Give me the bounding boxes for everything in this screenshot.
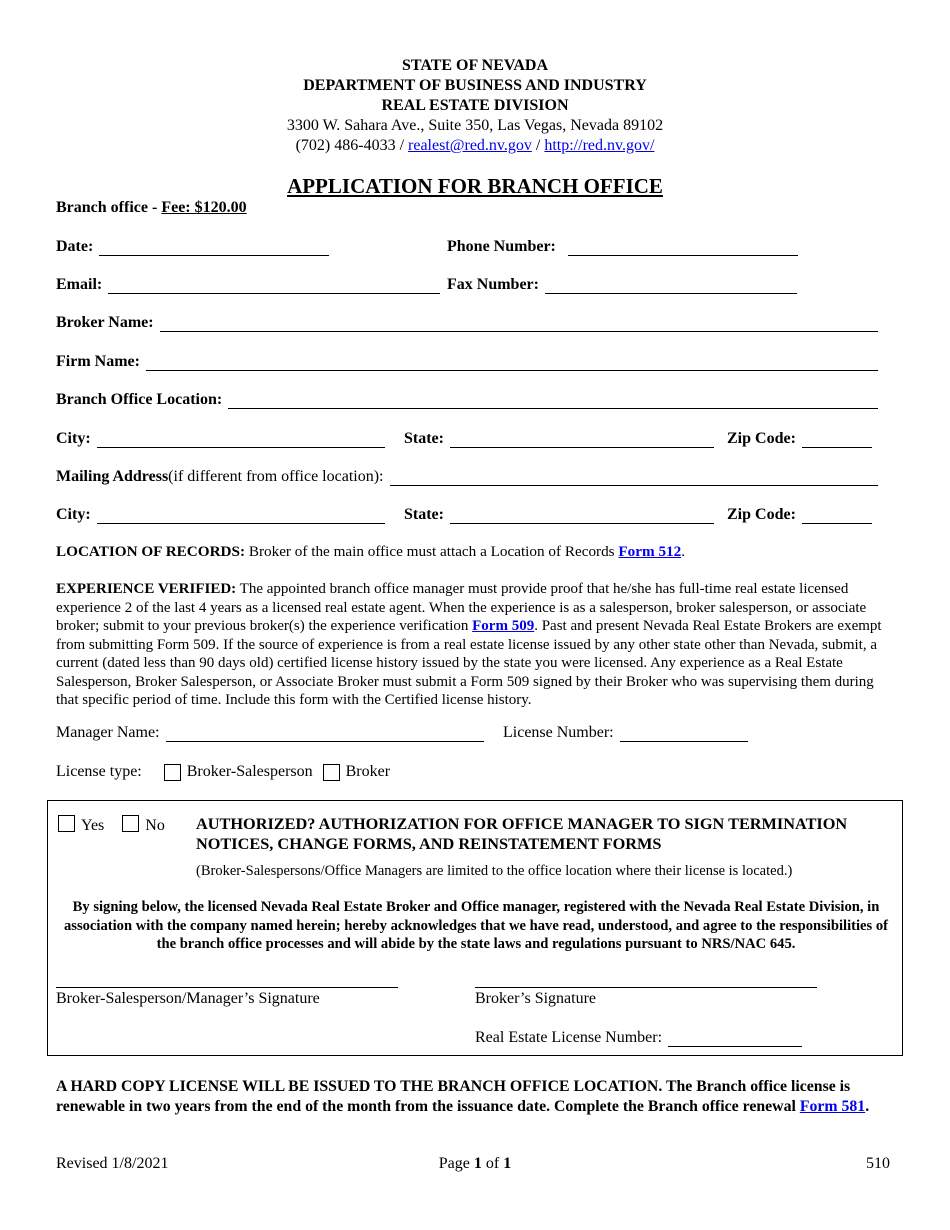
header-contact <box>0 137 950 155</box>
no-label: No <box>145 817 165 834</box>
page-total: 1 <box>503 1155 512 1172</box>
header-phone: (702) 486-4033 <box>295 137 396 154</box>
manager-name-input[interactable] <box>166 723 484 742</box>
re-license-number-input[interactable] <box>668 1028 802 1047</box>
no-checkbox[interactable] <box>122 815 139 832</box>
city-label: City: <box>56 506 91 523</box>
header-department: DEPARTMENT OF BUSINESS AND INDUSTRY <box>303 77 647 94</box>
form-509-link[interactable]: Form 509 <box>472 618 535 634</box>
mailing-state-input[interactable] <box>450 505 714 524</box>
broker-signature-line[interactable] <box>475 987 817 988</box>
authorization-note: (Broker-Salespersons/Office Managers are limited to the office location where their license is located.) <box>196 863 793 879</box>
page-of: of <box>481 1155 504 1172</box>
form-number: 510 <box>866 1155 890 1172</box>
location-of-records-text: Broker of the main office must attach a Location of Records <box>245 543 619 560</box>
page-title: APPLICATION FOR BRANCH OFFICE <box>287 174 663 198</box>
mailing-city-row <box>56 505 385 524</box>
firm-name-input[interactable] <box>146 352 878 371</box>
date-label: Date: <box>56 238 94 255</box>
mailing-zip-row <box>727 505 872 524</box>
period: . <box>681 543 686 560</box>
state-input[interactable] <box>450 429 714 448</box>
manager-name-row <box>56 723 484 742</box>
date-row <box>56 237 329 256</box>
city-row <box>56 429 385 448</box>
yes-no-options <box>58 815 165 835</box>
experience-heading: EXPERIENCE VERIFIED: <box>56 581 237 597</box>
header-separator: / <box>399 137 405 154</box>
mailing-address-label: Mailing Address <box>56 468 169 485</box>
authorization-heading-line-1: AUTHORIZED? AUTHORIZATION FOR OFFICE MANAGER TO SIGN TERMINATION <box>196 814 848 833</box>
fee-line <box>56 199 247 217</box>
experience-text-2: . Past and present Nevada Real Estate Brokers are exempt from submitting Form 509. If the source of experience is from a real estate license issued by any other state other than Nevada, submit, a current (dated less than 90 days old) certified license history issued by the state you were licensed. Any experience as a Real Estate Salesperson, Broker Salesperson, or Associate Broker must submit a Form 509 signed by their Broker who was supervising them during that specific period of time. Include this form with the Certified license history. <box>56 618 882 708</box>
re-license-number-label: Real Estate License Number: <box>475 1029 663 1046</box>
yes-checkbox[interactable] <box>58 815 75 832</box>
location-of-records <box>56 543 896 562</box>
manager-signature-label: Broker-Salesperson/Manager’s Signature <box>56 990 320 1007</box>
authorization-heading <box>196 814 847 854</box>
mailing-zip-input[interactable] <box>802 505 872 524</box>
broker-name-label: Broker Name: <box>56 314 154 331</box>
form-581-link[interactable]: Form 581 <box>799 1098 866 1115</box>
email-label: Email: <box>56 276 103 293</box>
broker-name-row <box>56 313 878 332</box>
header-state: STATE OF NEVADA <box>401 57 549 74</box>
re-license-number-row <box>475 1028 802 1047</box>
fee-value: Fee: $120.00 <box>161 199 247 216</box>
page-prefix: Page <box>438 1155 474 1172</box>
email-row <box>56 275 440 294</box>
experience-text-1: The appointed branch office manager must provide proof that he/she has full-time real estate licensed experience 2 of the last 4 years as a licensed real estate agent. When the experience is as a salesperson, broker salesperson, or associate broker; submit to your previous broker(s) the experience verification <box>56 581 867 634</box>
zip-label: Zip Code: <box>727 430 796 447</box>
authorization-statement: By signing below, the licensed Nevada Real Estate Broker and Office manager, registered with the Nevada Real Estate Division, in association with the company named herein; hereby acknowledges that we have read, understood, and agree to the responsibilities of the branch office processes and will abide by the state laws and regulations pursuant to NRS/NAC 645. <box>63 899 889 952</box>
branch-location-input[interactable] <box>228 390 878 409</box>
fax-label: Fax Number: <box>447 276 539 293</box>
license-type-label: License type: <box>56 763 142 780</box>
period: . <box>865 1098 870 1115</box>
state-label: State: <box>404 506 444 523</box>
mailing-city-input[interactable] <box>97 505 385 524</box>
license-number-label: License Number: <box>503 724 614 741</box>
phone-row <box>447 237 798 256</box>
city-label: City: <box>56 430 91 447</box>
mailing-address-note: (if different from office location): <box>168 468 384 485</box>
header-separator: / <box>535 137 541 154</box>
form-512-link[interactable]: Form 512 <box>618 543 682 560</box>
header-division: REAL ESTATE DIVISION <box>381 97 569 114</box>
mailing-address-input[interactable] <box>390 467 879 486</box>
license-number-input[interactable] <box>620 723 748 742</box>
broker-name-input[interactable] <box>160 313 878 332</box>
location-of-records-heading: LOCATION OF RECORDS: <box>56 543 246 560</box>
license-number-row <box>503 723 748 742</box>
fee-label: Branch office - <box>56 199 162 216</box>
header-website-link[interactable]: http://red.nv.gov/ <box>544 137 655 154</box>
fax-input[interactable] <box>545 275 797 294</box>
hard-copy-notice <box>56 1077 898 1117</box>
zip-label: Zip Code: <box>727 506 796 523</box>
header-email-link[interactable]: realest@red.nv.gov <box>408 137 532 154</box>
firm-name-row <box>56 352 878 371</box>
header-address: 3300 W. Sahara Ave., Suite 350, Las Vegas, Nevada 89102 <box>286 117 664 134</box>
city-input[interactable] <box>97 429 385 448</box>
branch-location-row <box>56 390 878 409</box>
broker-salesperson-checkbox[interactable] <box>164 764 181 781</box>
page-current: 1 <box>473 1155 482 1172</box>
hard-copy-text: A HARD COPY LICENSE WILL BE ISSUED TO THE BRANCH OFFICE LOCATION. The Branch office license is renewable in two years from the end of the month from the issuance date. Complete the Branch office renewal <box>56 1078 851 1115</box>
branch-location-label: Branch Office Location: <box>56 391 223 408</box>
broker-checkbox[interactable] <box>323 764 340 781</box>
state-row <box>404 429 714 448</box>
broker-signature-label: Broker’s Signature <box>475 990 597 1007</box>
state-label: State: <box>404 430 444 447</box>
license-type-row <box>56 763 390 781</box>
phone-label: Phone Number: <box>447 238 556 255</box>
manager-signature-line[interactable] <box>56 987 398 988</box>
fax-row <box>447 275 797 294</box>
mailing-state-row <box>404 505 714 524</box>
broker-salesperson-option: Broker-Salesperson <box>186 763 313 780</box>
firm-name-label: Firm Name: <box>56 353 140 370</box>
experience-verified <box>56 580 898 710</box>
phone-input[interactable] <box>568 237 798 256</box>
manager-name-label: Manager Name: <box>56 724 160 741</box>
page-number <box>0 1155 950 1173</box>
date-input[interactable] <box>99 237 329 256</box>
mailing-address-row <box>56 467 878 486</box>
zip-input[interactable] <box>802 429 872 448</box>
yes-label: Yes <box>81 817 105 834</box>
email-input[interactable] <box>108 275 440 294</box>
zip-row <box>727 429 872 448</box>
broker-option: Broker <box>345 763 391 780</box>
revised-date: Revised 1/8/2021 <box>56 1155 169 1172</box>
authorization-heading-line-2: NOTICES, CHANGE FORMS, AND REINSTATEMENT FORMS <box>196 834 662 853</box>
